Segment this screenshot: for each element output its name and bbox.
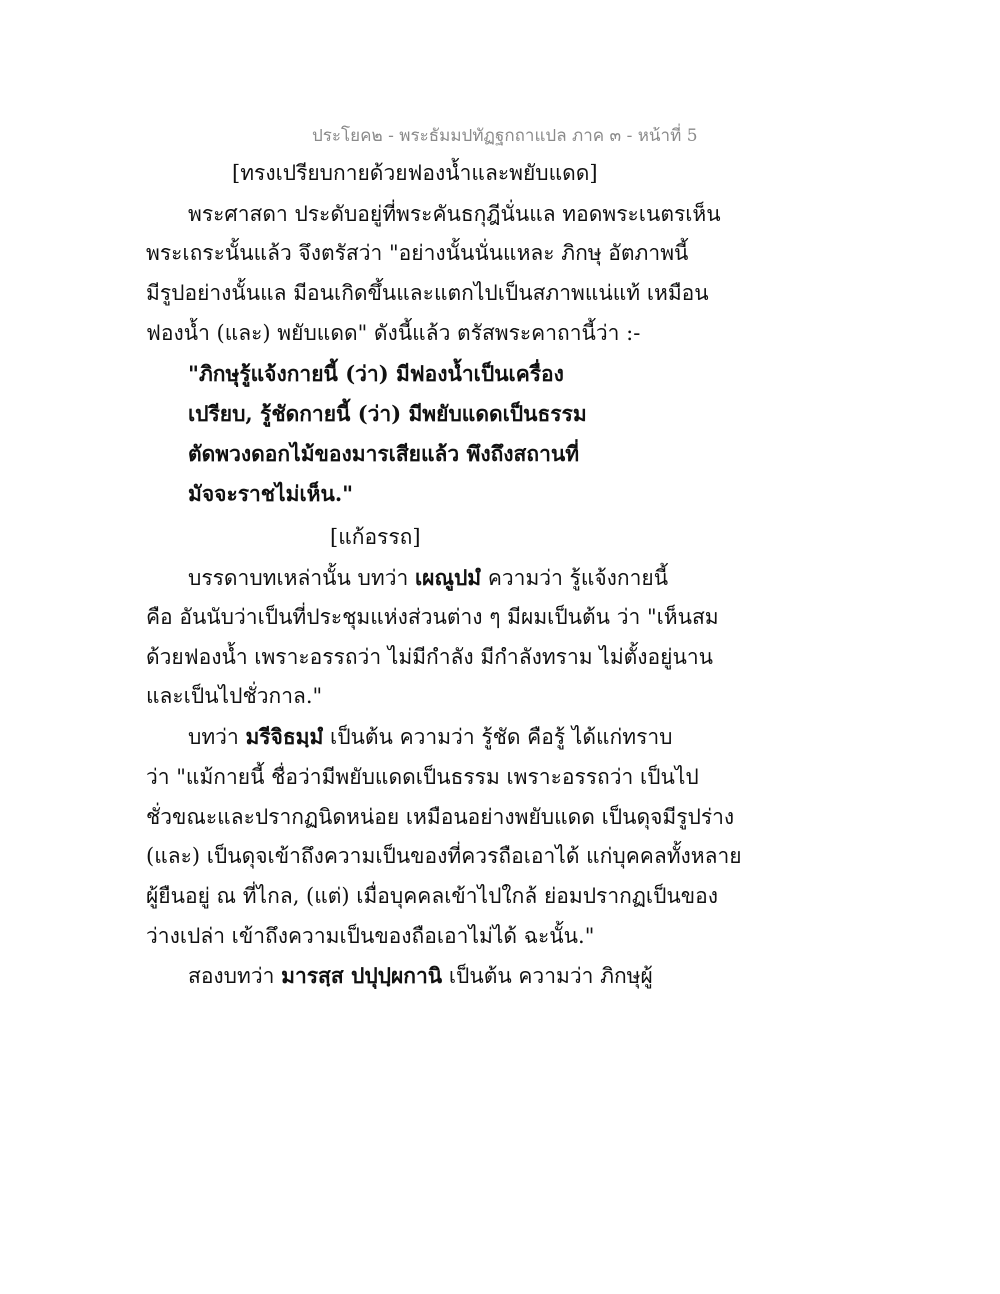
para4-line-1-a: สองบทว่า (188, 964, 282, 988)
para4-pali-term: มารสฺส ปปุปฺผกานิ (281, 963, 443, 988)
para4-line-1-b: เป็นต้น ความว่า ภิกษุผู้ (442, 964, 653, 988)
verse-line-2: เปรียบ, รู้ชัดกายนี้ (ว่า) มีพยับแดดเป็นธรรม (188, 401, 587, 426)
para2-line-1-b: ความว่า รู้แจ้งกายนี้ (481, 566, 669, 590)
para2-line-1 (188, 563, 668, 593)
para3-line-5: ผู้ยืนอยู่ ณ ที่ไกล, (แต่) เมื่อบุคคลเข้าไปใกล้ ย่อมปรากฏเป็นของ (146, 884, 719, 908)
para2-line-3: ด้วยฟองน้ำ เพราะอรรถว่า ไม่มีกำลัง มีกำลังทราม ไม่ตั้งอยู่นาน (146, 645, 713, 669)
para2-line-2: คือ อันนับว่าเป็นที่ประชุมแห่งส่วนต่าง ๆ มีผมเป็นต้น ว่า "เห็นสม (146, 605, 719, 629)
para3-line-1-a: บทว่า (188, 725, 246, 749)
para3-pali-term: มรีจิธมฺมํ (245, 724, 324, 749)
verse-line-1: "ภิกษุรู้แจ้งกายนี้ (ว่า) มีฟองน้ำเป็นเครื่อง (188, 361, 564, 386)
para3-line-6: ว่างเปล่า เข้าถึงความเป็นของถือเอาไม่ได้ ฉะนั้น." (146, 924, 595, 948)
para3-line-1 (188, 722, 672, 752)
para3-line-2: ว่า "แม้กายนี้ ชื่อว่ามีพยับแดดเป็นธรรม เพราะอรรถว่า เป็นไป (146, 765, 699, 789)
verse-line-4: มัจจะราชไม่เห็น." (188, 481, 354, 506)
sub-title: [แก้อรรถ] (330, 525, 421, 549)
para4-line-1 (188, 961, 653, 991)
para2-line-4: และเป็นไปชั่วกาล." (146, 684, 323, 708)
para2-line-1-a: บรรดาบทเหล่านั้น บทว่า (188, 566, 415, 590)
para1-line-2: พระเถระนั้นแล้ว จึงตรัสว่า "อย่างนั้นนั่นแหละ ภิกษุ อัตภาพนี้ (146, 241, 689, 265)
para3-line-3: ชั่วขณะและปรากฏนิดหน่อย เหมือนอย่างพยับแดด เป็นดุจมีรูปร่าง (146, 805, 735, 829)
verse-line-3: ตัดพวงดอกไม้ของมารเสียแล้ว พึงถึงสถานที่ (188, 441, 580, 466)
para3-line-4: (และ) เป็นดุจเข้าถึงความเป็นของที่ควรถือเอาได้ แก่บุคคลทั้งหลาย (146, 844, 742, 868)
section-title: [ทรงเปรียบกายด้วยฟองน้ำและพยับแดด] (232, 161, 598, 185)
para1-line-4: ฟองน้ำ (และ) พยับแดด" ดังนี้แล้ว ตรัสพระคาถานี้ว่า :- (146, 321, 641, 345)
para2-pali-term: เผณูปมํ (415, 565, 482, 590)
para3-line-1-b: เป็นต้น ความว่า รู้ชัด คือรู้ ได้แก่ทราบ (323, 725, 673, 749)
para1-line-3: มีรูปอย่างนั้นแล มีอนเกิดขึ้นและแตกไปเป็นสภาพแน่แท้ เหมือน (146, 281, 709, 305)
page-header: ประโยค๒ - พระธัมมปทัฏฐกถาแปล ภาค ๓ - หน้าที่ 5 (312, 126, 698, 146)
para1-line-1: พระศาสดา ประดับอยู่ที่พระคันธกุฎีนั่นแล ทอดพระเนตรเห็น (188, 202, 721, 226)
